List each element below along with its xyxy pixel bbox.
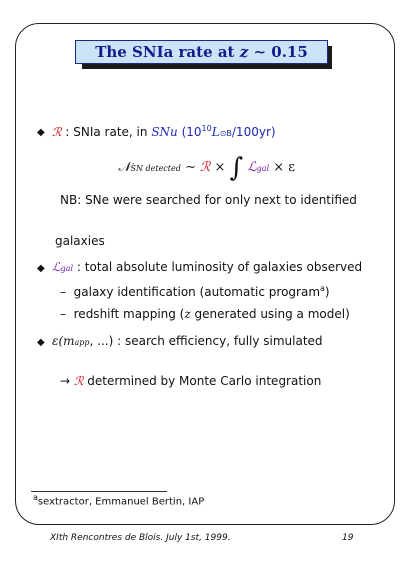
bullet-icon: ◆ — [37, 263, 45, 274]
slide-title: The SNIa rate at z ∼ 0.15 — [75, 40, 328, 64]
rate-formula: 𝒩SN detected ∼ ℛ × ∫ ℒgal × ε — [118, 153, 295, 183]
slide-frame — [15, 23, 395, 525]
bullet-icon: ◆ — [37, 127, 45, 138]
nb-note-line2: galaxies — [55, 234, 105, 248]
monte-carlo-conclusion: → ℛ determined by Monte Carlo integration — [60, 374, 322, 388]
bullet-icon: ◆ — [37, 337, 45, 348]
footnote: $^a$sextractor, Emmanuel Bertin, IAP — [33, 493, 205, 508]
conference-footer: XIth Rencontres de Blois. July 1st, 1999. — [50, 533, 231, 543]
redshift-mapping-item: – redshift mapping (z generated using a model) — [60, 307, 350, 321]
efficiency-definition: ε(mapp, ...) : search efficiency, fully simulated — [52, 334, 323, 348]
nb-note-line1: NB: SNe were searched for only next to identified — [60, 193, 357, 207]
galaxy-identification-item: – galaxy identification (automatic program$^a$) — [60, 284, 330, 299]
footnote-rule — [31, 491, 167, 492]
rate-definition: ℛ : SNIa rate, in SNu $(10^{10}L⊙B/100yr)$ — [52, 124, 276, 139]
luminosity-definition: ℒgal : total absolute luminosity of galaxies observed — [52, 260, 363, 274]
page-number: 19 — [342, 533, 354, 543]
